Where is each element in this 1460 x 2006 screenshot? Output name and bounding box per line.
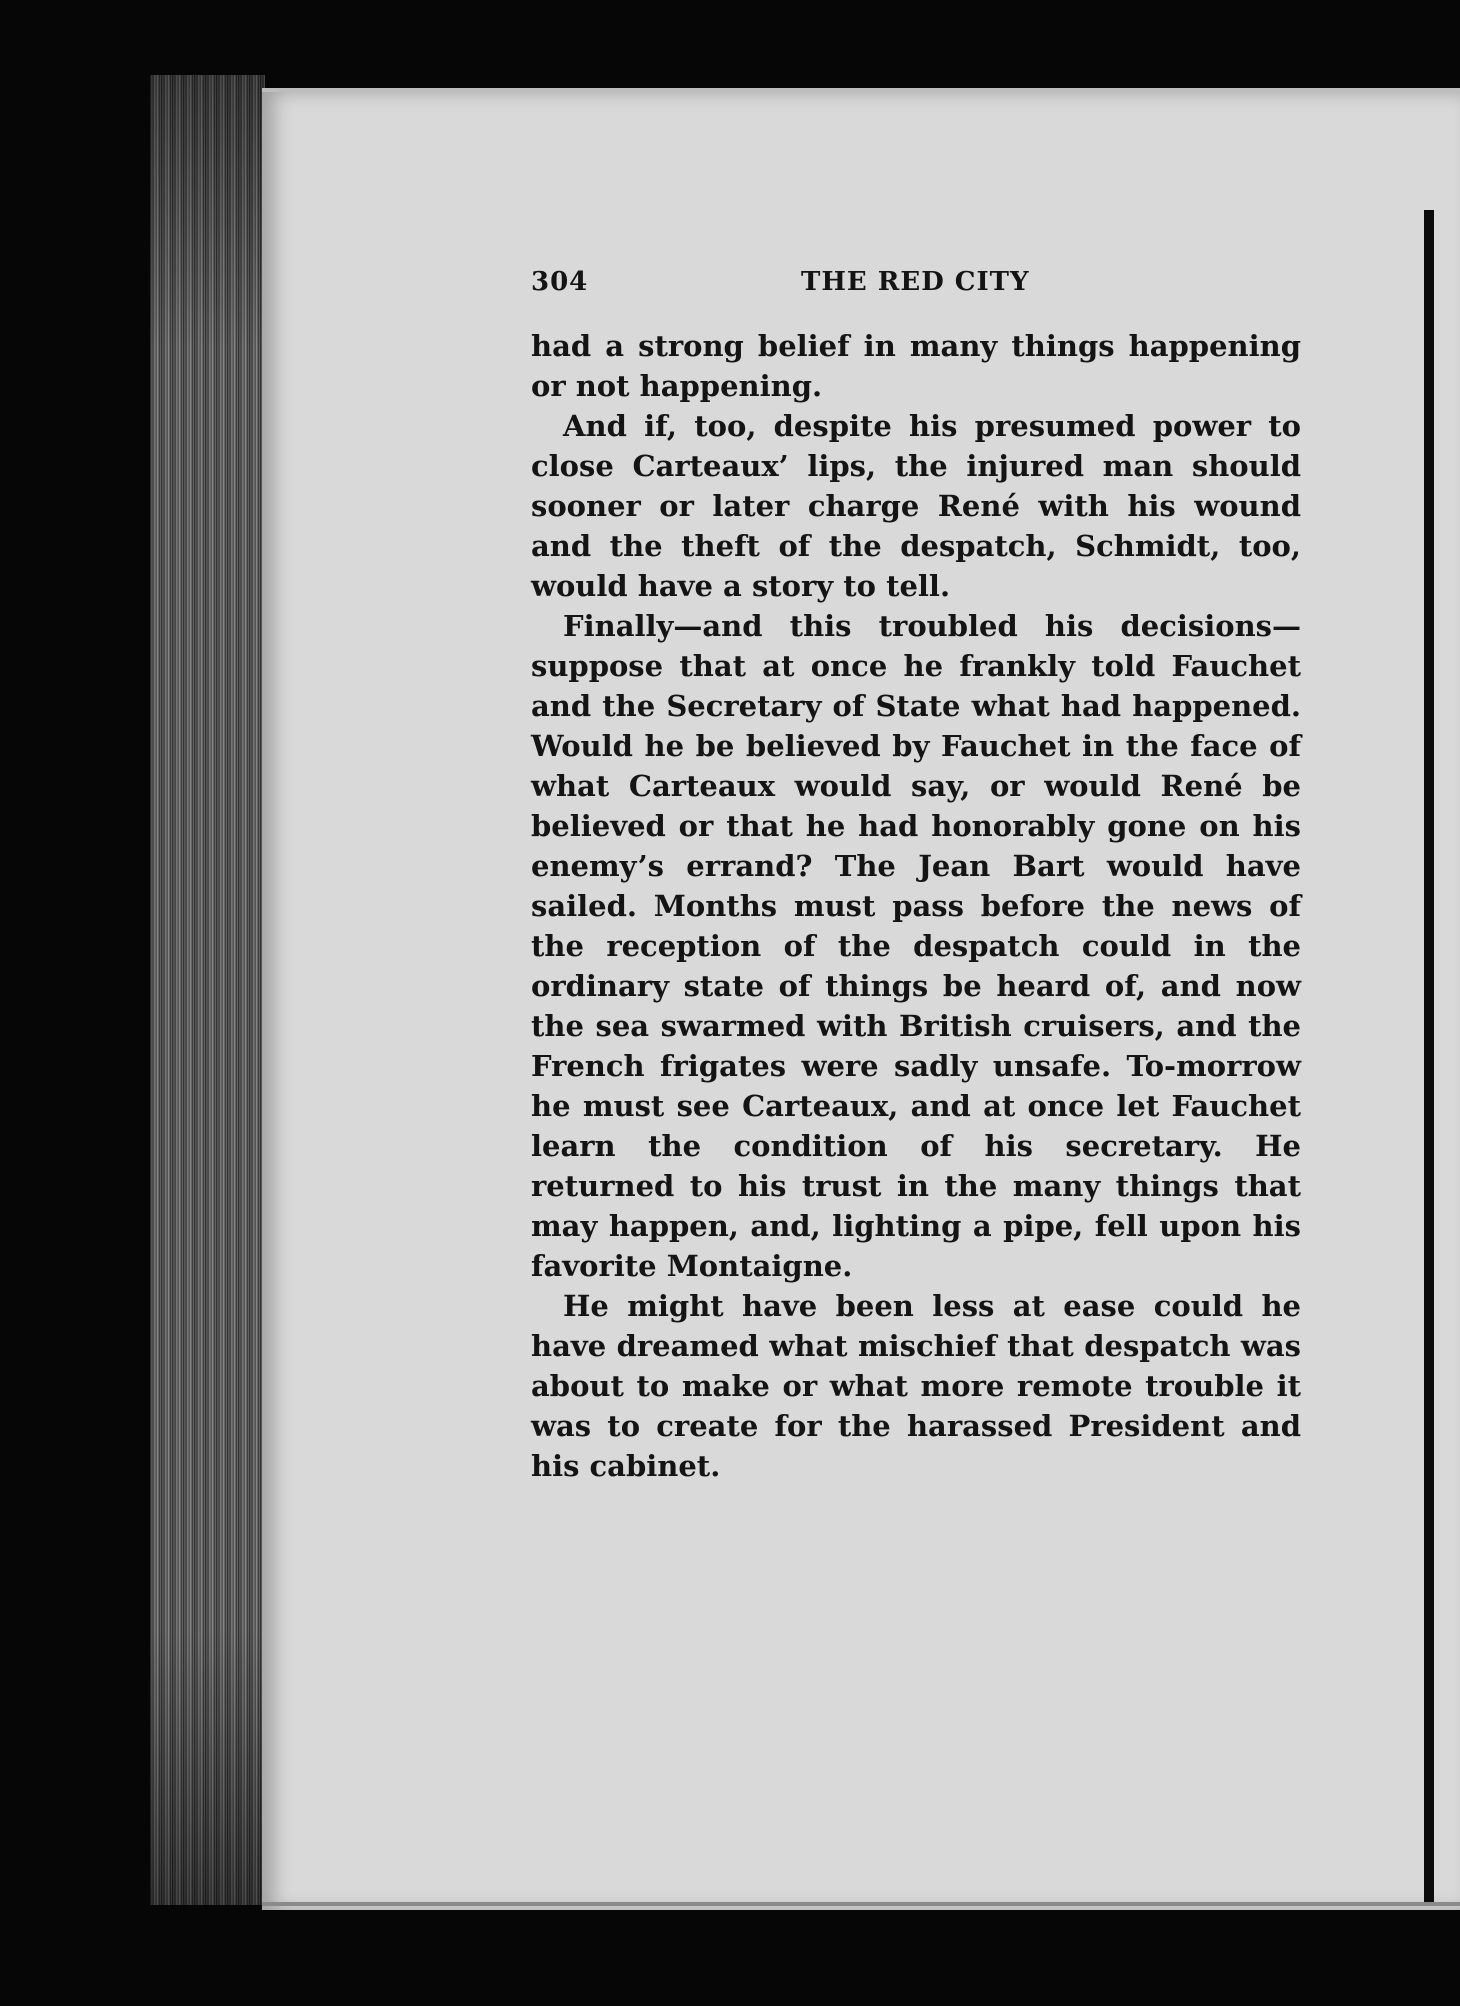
- book-page-edges: [150, 75, 265, 1905]
- page-text-block: [531, 262, 1301, 1486]
- page-number: 304: [531, 267, 589, 297]
- page-bottom-edge: [262, 1902, 1460, 1906]
- paragraph-2: And if, too, despite his presumed power to close Carteaux’ lips, the injured man should sooner or later charge René with his wound and the theft of the despatch, Schmidt, too, would have a story to tell.: [531, 409, 1301, 603]
- paragraph-1: had a strong belief in many things happening or not happening.: [531, 329, 1301, 403]
- binding-shadow: [1424, 210, 1434, 1906]
- paragraph-3: Finally—and this troubled his decisions—suppose that at once he frankly told Fauchet and the Secretary of State what had happened. Would he be believed by Fauchet in the face of what Carteaux would say, or would René be believed or that he had honorably gone on his enemy’s errand? The Jean Bart would have sailed. Months must pass before the news of the reception of the despatch could in the ordinary state of things be heard of, and now the sea swarmed with British cruisers, and the French frigates were sadly unsafe. To-morrow he must see Carteaux, and at once let Fauchet learn the condition of his secretary. He returned to his trust in the many things that may happen, and, lighting a pipe, fell upon his favorite Montaigne.: [531, 609, 1301, 1283]
- running-head: [531, 262, 1301, 302]
- paragraph-4: He might have been less at ease could he have dreamed what mischief that despatch was about to make or what more remote trouble it was to create for the harassed President and his cabinet.: [531, 1289, 1301, 1483]
- book-title: THE RED CITY: [801, 267, 1030, 297]
